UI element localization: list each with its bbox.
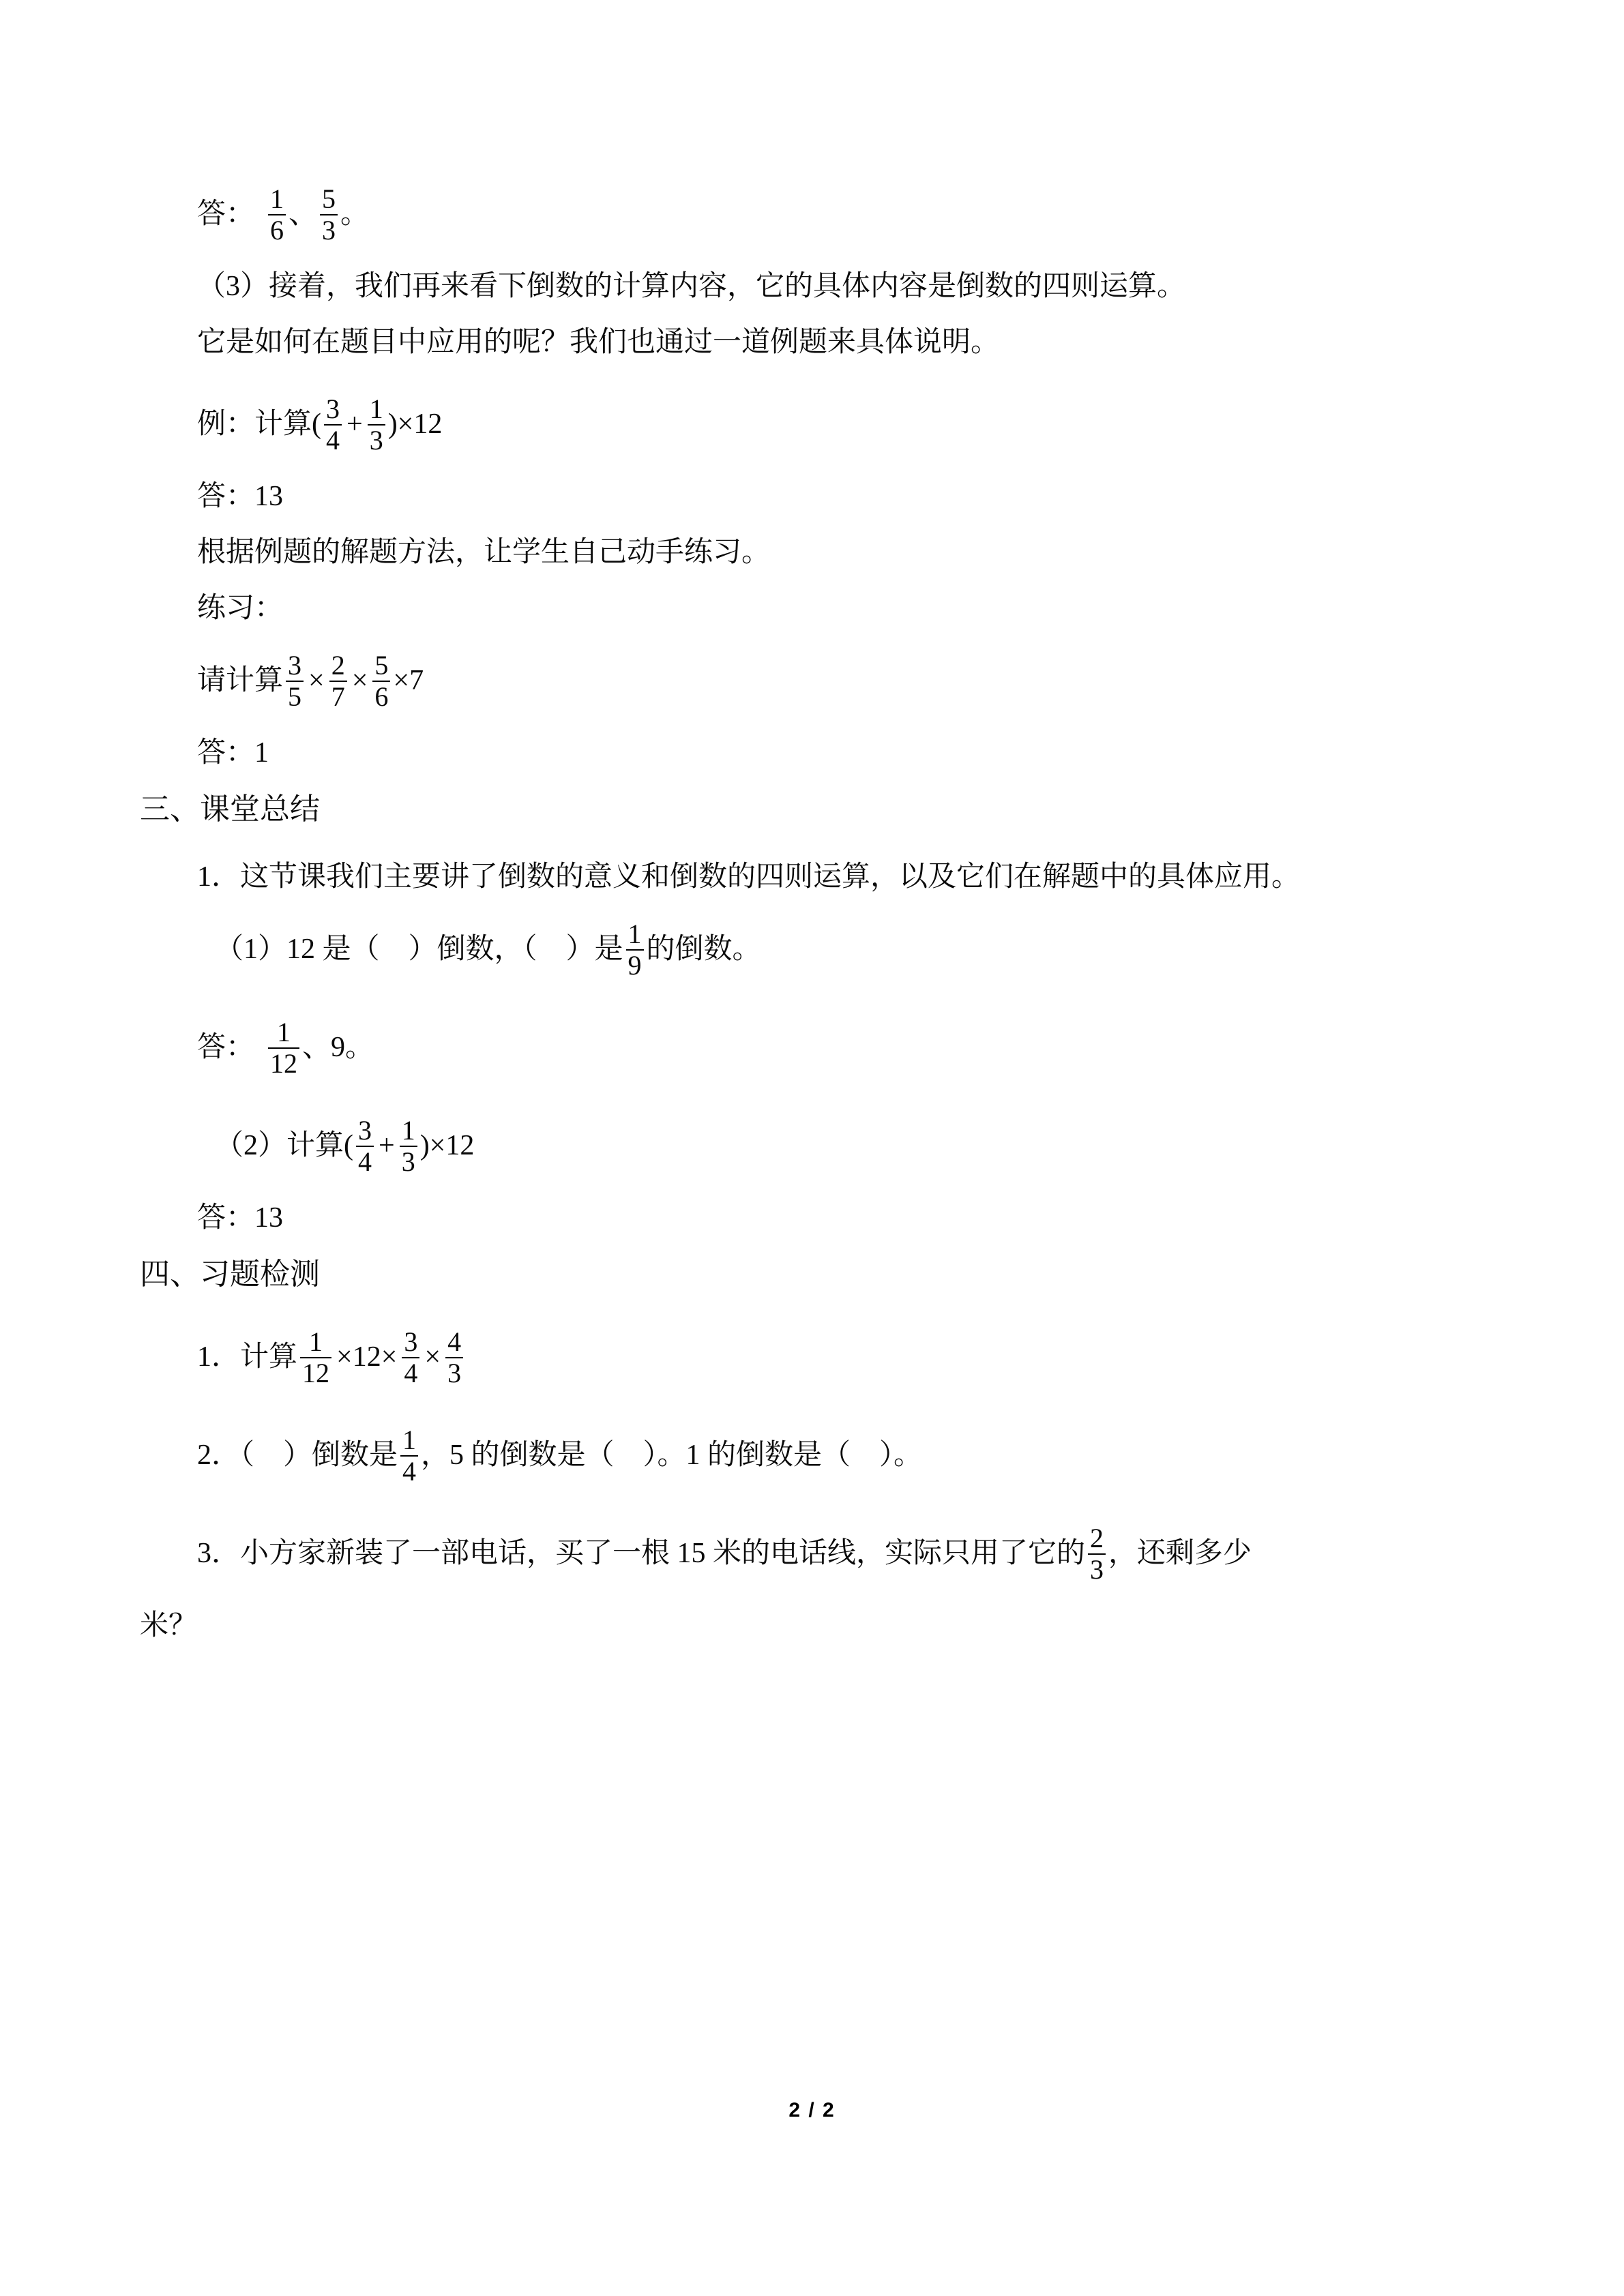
- fraction-denominator: 3: [445, 1357, 463, 1388]
- summary-answer-2: [197, 1204, 1477, 1232]
- answer-text: 答：13: [197, 481, 284, 512]
- exercise-prefix: 3．小方家新装了一部电话，买了一根 15 米的电话线，实际只用了它的: [197, 1538, 1086, 1569]
- fraction-numerator: 1: [628, 919, 642, 949]
- plus-operator: +: [346, 408, 363, 440]
- answer-separator: 、: [289, 198, 318, 230]
- exercise-3: [197, 1513, 1477, 1594]
- fraction-five-thirds: [320, 185, 338, 245]
- spacer: [140, 357, 1477, 384]
- fraction-one-twelfth: [268, 1018, 299, 1078]
- label-text: 练习：: [197, 593, 284, 624]
- fraction-numerator: 1: [369, 393, 383, 424]
- times-operator: ×: [424, 1341, 441, 1373]
- fraction-denominator: 9: [626, 949, 644, 980]
- practice-tail: ×7: [393, 665, 424, 696]
- plus-operator: +: [379, 1130, 395, 1161]
- paragraph-text: 它是如何在题目中应用的呢？我们也通过一道例题来具体说明。: [197, 327, 1000, 358]
- answer-label: 答：: [197, 198, 255, 230]
- fraction-denominator: 3: [320, 214, 338, 245]
- spacer: [140, 1594, 1477, 1611]
- spacer: [140, 567, 1477, 594]
- fraction-four-thirds: [445, 1328, 463, 1388]
- fraction-denominator: 12: [300, 1357, 331, 1388]
- question-prefix: （1）12 是（ ）倒数，（ ）是: [215, 934, 623, 965]
- paragraph-text: 根据例题的解题方法，让学生自己动手练习。: [197, 537, 771, 568]
- fraction-denominator: 5: [286, 681, 304, 711]
- fraction-numerator: 2: [1090, 1523, 1104, 1553]
- answer-label: 答：: [197, 1032, 255, 1063]
- times-operator: ×: [351, 665, 368, 696]
- summary-question-2: [215, 1105, 1477, 1186]
- fraction-numerator: 3: [326, 393, 340, 424]
- fraction-one-third: [368, 395, 385, 455]
- paragraph-text: 1．这节课我们主要讲了倒数的意义和倒数的四则运算，以及它们在解题中的具体应用。: [197, 861, 1301, 893]
- spacer: [140, 464, 1477, 482]
- answer-line-reciprocals: [197, 174, 1477, 254]
- spacer: [140, 721, 1477, 739]
- fraction-numerator: 4: [447, 1326, 462, 1357]
- exercise-suffix: ，5 的倒数是（ ）。1 的倒数是（ ）。: [421, 1440, 923, 1471]
- fraction-denominator: 4: [324, 424, 342, 455]
- fraction-denominator: 6: [372, 681, 390, 711]
- spacer: [140, 1232, 1477, 1259]
- fraction-numerator: 2: [331, 650, 345, 681]
- exercise-suffix: ，还剩多少: [1108, 1538, 1252, 1569]
- example-answer: [197, 482, 1477, 511]
- fraction-denominator: 4: [400, 1455, 418, 1486]
- fraction-denominator: 3: [400, 1146, 417, 1176]
- spacer: [140, 989, 1477, 1007]
- spacer: [140, 1186, 1477, 1204]
- middle-operator: ×12×: [336, 1341, 398, 1373]
- spacer: [140, 254, 1477, 272]
- fraction-three-quarters: [356, 1116, 374, 1176]
- times-operator: ×: [308, 665, 325, 696]
- fraction-three-fifths: [286, 651, 304, 711]
- example-expression: [197, 384, 1477, 464]
- spacer: [140, 301, 1477, 328]
- paragraph-item-3: [197, 272, 1477, 301]
- document-body: [140, 174, 1477, 1640]
- fraction-one-twelfth: [300, 1328, 331, 1388]
- exercise-prefix: 1．计算: [197, 1341, 298, 1373]
- paragraph-item-3-followup: [197, 328, 1477, 357]
- question-label: （2）计算(: [215, 1130, 353, 1161]
- question-suffix: 的倒数。: [646, 934, 761, 965]
- practice-expression: [197, 640, 1477, 721]
- exercise-prefix: 2．（ ）倒数是: [197, 1440, 398, 1471]
- spacer: [140, 1397, 1477, 1415]
- fraction-one-quarter: [400, 1426, 418, 1486]
- spacer: [140, 824, 1477, 863]
- summary-answer-1: [197, 1007, 1477, 1088]
- example-label: 例：计算(: [197, 408, 321, 440]
- fraction-one-third: [400, 1116, 417, 1176]
- exercise-3-wrap: [140, 1611, 1477, 1640]
- spacer: [140, 1088, 1477, 1105]
- heading-text: 三、课堂总结: [140, 792, 320, 826]
- answer-tail: 、9。: [302, 1032, 374, 1063]
- page-footer: 2 / 2: [788, 2099, 836, 2121]
- fraction-numerator: 3: [404, 1326, 418, 1357]
- fraction-denominator: 7: [329, 681, 347, 711]
- practice-label: [197, 594, 1477, 623]
- spacer: [140, 891, 1477, 909]
- example-tail: )×12: [387, 408, 443, 440]
- fraction-three-quarters: [324, 395, 342, 455]
- fraction-denominator: 4: [356, 1146, 374, 1176]
- fraction-one-sixth: [268, 185, 286, 245]
- paragraph-text: 米？: [140, 1610, 198, 1641]
- fraction-numerator: 1: [270, 183, 284, 214]
- section-heading-exercises: [140, 1259, 1477, 1289]
- fraction-five-sixths: [372, 651, 390, 711]
- fraction-three-quarters: [402, 1328, 419, 1388]
- exercise-2: [197, 1415, 1477, 1495]
- summary-question-1: [215, 909, 1477, 989]
- fraction-denominator: 3: [1088, 1553, 1106, 1584]
- answer-text: 答：1: [197, 737, 269, 769]
- answer-period: 。: [340, 198, 370, 230]
- section-heading-classroom-summary: [140, 794, 1477, 824]
- summary-item-1: [197, 863, 1477, 891]
- practice-intro: [197, 538, 1477, 567]
- fraction-denominator: 12: [268, 1047, 299, 1078]
- fraction-one-ninth: [626, 920, 644, 980]
- question-tail: )×12: [419, 1130, 475, 1161]
- practice-answer: [197, 739, 1477, 767]
- fraction-denominator: 6: [268, 214, 286, 245]
- fraction-numerator: 5: [322, 183, 336, 214]
- fraction-two-sevenths: [329, 651, 347, 711]
- answer-text: 答：13: [197, 1202, 284, 1234]
- fraction-numerator: 1: [402, 1425, 417, 1455]
- spacer: [140, 1289, 1477, 1317]
- paragraph-text: （3）接着，我们再来看下倒数的计算内容，它的具体内容是倒数的四则运算。: [197, 271, 1186, 302]
- fraction-denominator: 4: [402, 1357, 419, 1388]
- fraction-numerator: 5: [374, 650, 389, 681]
- practice-prefix: 请计算: [197, 665, 284, 696]
- heading-text: 四、习题检测: [140, 1257, 320, 1291]
- fraction-numerator: 1: [277, 1017, 291, 1047]
- fraction-numerator: 3: [358, 1115, 372, 1146]
- fraction-numerator: 1: [309, 1326, 323, 1357]
- spacer: [140, 1495, 1477, 1513]
- spacer: [140, 767, 1477, 794]
- fraction-numerator: 1: [401, 1115, 415, 1146]
- spacer: [140, 511, 1477, 538]
- fraction-denominator: 3: [368, 424, 385, 455]
- exercise-1: [197, 1317, 1477, 1397]
- fraction-two-thirds: [1088, 1524, 1106, 1584]
- fraction-numerator: 3: [288, 650, 302, 681]
- spacer: [140, 623, 1477, 640]
